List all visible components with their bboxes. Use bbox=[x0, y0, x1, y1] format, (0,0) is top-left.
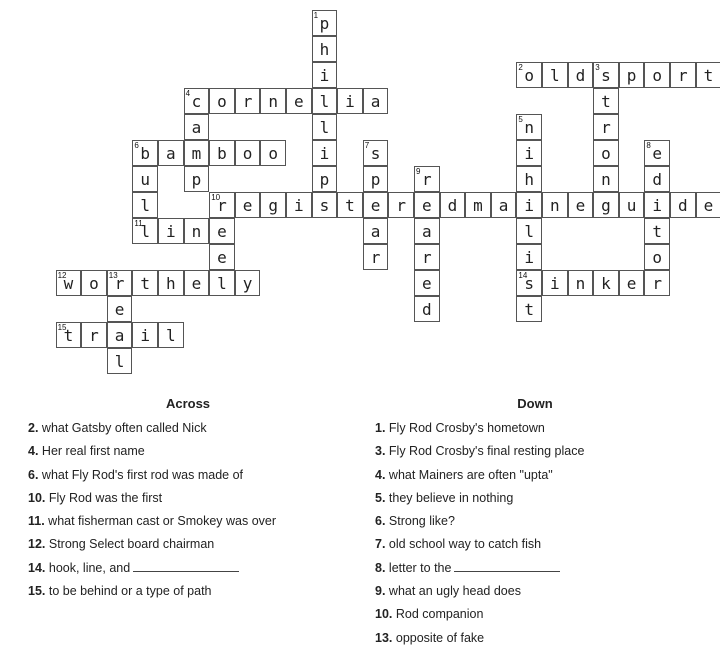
cell-letter: e bbox=[217, 222, 227, 241]
clue-number: 4 bbox=[185, 89, 191, 98]
cell-letter: i bbox=[319, 66, 330, 85]
cell-letter: i bbox=[140, 326, 150, 345]
clue-number-label: 14. bbox=[28, 560, 46, 575]
grid-cell[interactable] bbox=[619, 270, 645, 296]
cell-letter: i bbox=[165, 222, 176, 241]
clue-number-label: 8. bbox=[375, 560, 386, 575]
cell-letter: h bbox=[524, 170, 534, 189]
grid-cell[interactable] bbox=[568, 192, 594, 218]
grid-cell[interactable] bbox=[312, 10, 338, 36]
clue-text: what Fly Rod's first rod was made of bbox=[41, 467, 243, 482]
grid-cell[interactable] bbox=[312, 192, 338, 218]
grid-cell[interactable] bbox=[184, 166, 210, 192]
grid-cell[interactable] bbox=[644, 140, 670, 166]
down-clue bbox=[375, 533, 695, 556]
cell-letter: o bbox=[268, 144, 278, 163]
cell-letter: r bbox=[421, 170, 432, 189]
clue-text: what Gatsby often called Nick bbox=[41, 421, 207, 435]
clue-number: 8 bbox=[646, 141, 651, 150]
grid-cell[interactable] bbox=[312, 88, 338, 114]
cell-letter: e bbox=[421, 274, 432, 293]
clue-number: 14 bbox=[518, 271, 528, 280]
grid-cell[interactable] bbox=[209, 244, 235, 270]
clue-text: Rod companion bbox=[395, 607, 484, 622]
grid-cell[interactable] bbox=[670, 62, 696, 88]
grid-cell[interactable] bbox=[593, 192, 619, 218]
grid-cell[interactable] bbox=[132, 166, 158, 192]
down-clues bbox=[375, 396, 695, 650]
grid-cell[interactable] bbox=[440, 192, 466, 218]
cell-letter: t bbox=[524, 300, 534, 319]
clue-number-label: 7. bbox=[375, 537, 386, 552]
grid-cell[interactable] bbox=[158, 322, 184, 348]
clue-number: 9 bbox=[416, 167, 421, 176]
clue-number-label: 9. bbox=[375, 584, 386, 599]
cell-letter: e bbox=[114, 300, 125, 319]
cell-letter: r bbox=[601, 118, 611, 137]
grid-cell[interactable] bbox=[516, 62, 542, 88]
grid-cell[interactable] bbox=[644, 192, 670, 218]
cell-letter: e bbox=[626, 274, 637, 293]
cell-letter: i bbox=[524, 248, 534, 267]
clue-text: Fly Rod Crosby's final resting place bbox=[388, 444, 585, 459]
cell-letter: r bbox=[242, 92, 253, 111]
grid-cell[interactable] bbox=[516, 270, 542, 296]
grid-cell[interactable] bbox=[81, 322, 107, 348]
grid-cell[interactable] bbox=[516, 166, 542, 192]
cell-letter: t bbox=[345, 196, 355, 215]
cell-letter: o bbox=[652, 66, 662, 85]
cell-letter: e bbox=[191, 274, 202, 293]
cell-letter: a bbox=[114, 326, 125, 345]
grid-cell[interactable] bbox=[337, 88, 363, 114]
cell-letter: l bbox=[165, 326, 176, 345]
cell-letter: e bbox=[217, 248, 227, 267]
clue-text: what an ugly head does bbox=[388, 584, 521, 599]
cell-letter: n bbox=[268, 92, 278, 111]
clue-number: 5 bbox=[518, 115, 523, 124]
cell-letter: s bbox=[601, 66, 611, 85]
grid-cell[interactable] bbox=[184, 218, 210, 244]
clue-text: they believe in nothing bbox=[388, 490, 514, 505]
grid-cell[interactable] bbox=[363, 140, 389, 166]
cell-letter: n bbox=[575, 274, 586, 293]
clue-number-label: 13. bbox=[375, 630, 393, 645]
grid-cell[interactable] bbox=[312, 114, 338, 140]
across-heading: Across bbox=[165, 396, 211, 411]
cell-letter: o bbox=[242, 144, 253, 163]
clue-number-label: 2. bbox=[28, 421, 39, 435]
cell-letter: o bbox=[524, 66, 534, 85]
cell-letter: l bbox=[549, 66, 560, 85]
cell-letter: u bbox=[140, 170, 150, 189]
clue-number-label: 5. bbox=[375, 490, 386, 505]
across-clue bbox=[28, 487, 348, 510]
clue-text: what Mainers are often "upta" bbox=[388, 467, 553, 482]
clue-number: 13 bbox=[108, 271, 118, 280]
grid-cell[interactable] bbox=[209, 88, 235, 114]
grid-cell[interactable] bbox=[158, 140, 184, 166]
grid-cell[interactable] bbox=[516, 140, 542, 166]
cell-letter: e bbox=[421, 196, 432, 215]
cell-letter: p bbox=[191, 170, 202, 189]
grid-cell[interactable] bbox=[414, 192, 440, 218]
cell-letter: o bbox=[89, 274, 99, 293]
grid-cell[interactable] bbox=[696, 62, 720, 88]
clue-number: 3 bbox=[595, 63, 600, 72]
grid-cell[interactable] bbox=[542, 270, 568, 296]
cell-letter: a bbox=[165, 144, 176, 163]
grid-cell[interactable] bbox=[260, 192, 286, 218]
clue-number-label: 6. bbox=[28, 467, 39, 482]
across-clue bbox=[28, 464, 348, 487]
clue-number: 12 bbox=[57, 271, 67, 280]
down-clue bbox=[375, 557, 695, 580]
grid-cell[interactable] bbox=[568, 270, 594, 296]
cell-letter: t bbox=[601, 92, 611, 111]
grid-cell[interactable] bbox=[235, 192, 261, 218]
grid-cell[interactable] bbox=[568, 62, 594, 88]
down-heading: Down bbox=[517, 396, 553, 411]
across-clue bbox=[28, 440, 348, 463]
grid-cell[interactable] bbox=[542, 62, 568, 88]
down-clue bbox=[375, 510, 695, 533]
clue-number: 7 bbox=[364, 141, 370, 150]
cell-letter: l bbox=[217, 274, 227, 293]
cell-letter: n bbox=[549, 196, 560, 215]
cell-letter: r bbox=[421, 248, 432, 267]
grid-cell[interactable] bbox=[184, 140, 210, 166]
grid-cell[interactable] bbox=[312, 62, 338, 88]
grid-cell[interactable] bbox=[184, 114, 210, 140]
cell-letter: s bbox=[370, 144, 381, 163]
cell-letter: a bbox=[370, 222, 381, 241]
grid-cell[interactable] bbox=[644, 218, 670, 244]
grid-cell[interactable] bbox=[312, 166, 338, 192]
grid-cell[interactable] bbox=[184, 270, 210, 296]
grid-cell[interactable] bbox=[414, 166, 440, 192]
clue-number: 2 bbox=[518, 63, 523, 72]
clue-text: Fly Rod Crosby's hometown bbox=[388, 421, 545, 435]
cell-letter: r bbox=[217, 196, 227, 215]
across-clues bbox=[28, 396, 348, 603]
grid-cell[interactable] bbox=[542, 192, 568, 218]
grid-cell[interactable] bbox=[56, 322, 82, 348]
cell-letter: o bbox=[652, 248, 662, 267]
cell-letter: h bbox=[165, 274, 176, 293]
grid-cell[interactable] bbox=[414, 296, 440, 322]
clue-text: opposite of fake bbox=[395, 630, 485, 645]
grid-cell[interactable] bbox=[414, 244, 440, 270]
grid-cell[interactable] bbox=[644, 62, 670, 88]
cell-letter: r bbox=[114, 274, 125, 293]
clue-text: Strong like? bbox=[388, 514, 455, 529]
grid-cell[interactable] bbox=[465, 192, 491, 218]
grid-cell[interactable] bbox=[107, 270, 133, 296]
grid-cell[interactable] bbox=[209, 192, 235, 218]
down-clue bbox=[375, 440, 695, 463]
cell-letter: g bbox=[601, 196, 611, 215]
cell-letter: g bbox=[268, 196, 278, 215]
grid-cell[interactable] bbox=[235, 88, 261, 114]
cell-letter: a bbox=[191, 118, 202, 137]
grid-cell[interactable] bbox=[158, 270, 184, 296]
clue-text: to be behind or a type of path bbox=[48, 584, 212, 599]
down-clue-list bbox=[375, 417, 695, 650]
cell-letter: d bbox=[677, 196, 688, 215]
cell-letter: i bbox=[345, 92, 355, 111]
grid-cell[interactable] bbox=[644, 244, 670, 270]
grid-cell[interactable] bbox=[235, 270, 261, 296]
grid-cell[interactable] bbox=[132, 140, 158, 166]
cell-letter: t bbox=[703, 66, 714, 85]
grid-cell[interactable] bbox=[619, 62, 645, 88]
cell-letter: e bbox=[652, 144, 662, 163]
grid-cell[interactable] bbox=[312, 36, 338, 62]
cell-letter: t bbox=[140, 274, 150, 293]
cell-letter: r bbox=[677, 66, 688, 85]
clue-number-label: 15. bbox=[28, 584, 46, 599]
clue-number-label: 1. bbox=[375, 421, 386, 435]
clue-number: 15 bbox=[57, 323, 67, 332]
grid-cell[interactable] bbox=[516, 218, 542, 244]
grid-cell[interactable] bbox=[516, 244, 542, 270]
clue-text: letter to the bbox=[388, 560, 452, 575]
grid-cell[interactable] bbox=[107, 296, 133, 322]
grid-cell[interactable] bbox=[286, 88, 312, 114]
grid-cell[interactable] bbox=[414, 218, 440, 244]
cell-letter: n bbox=[524, 118, 534, 137]
cell-letter: n bbox=[191, 222, 202, 241]
grid-cell[interactable] bbox=[286, 192, 312, 218]
clue-number-label: 3. bbox=[375, 444, 386, 459]
down-clue bbox=[375, 487, 695, 510]
grid-cell[interactable] bbox=[107, 348, 133, 374]
grid-cell[interactable] bbox=[670, 192, 696, 218]
grid-cell[interactable] bbox=[516, 114, 542, 140]
cell-letter: m bbox=[191, 144, 202, 163]
grid-cell[interactable] bbox=[593, 88, 619, 114]
grid-cell[interactable] bbox=[209, 270, 235, 296]
grid-cell[interactable] bbox=[132, 218, 158, 244]
cell-letter: e bbox=[703, 196, 714, 215]
grid-cell[interactable] bbox=[184, 88, 210, 114]
clue-text: Strong Select board chairman bbox=[48, 537, 215, 552]
cell-letter: d bbox=[652, 170, 662, 189]
grid-cell[interactable] bbox=[619, 192, 645, 218]
clue-number: 10 bbox=[211, 193, 221, 202]
grid-cell[interactable] bbox=[593, 166, 619, 192]
clue-text: what fisherman cast or Smokey was over bbox=[48, 514, 277, 529]
across-clue bbox=[28, 533, 348, 556]
across-clue bbox=[28, 557, 348, 580]
cell-letter: a bbox=[421, 222, 432, 241]
grid-cell[interactable] bbox=[337, 192, 363, 218]
cell-letter: s bbox=[319, 196, 330, 215]
clue-number-label: 4. bbox=[375, 467, 386, 482]
cell-letter: r bbox=[89, 326, 99, 345]
down-clue bbox=[375, 464, 695, 487]
cell-letter: p bbox=[319, 14, 330, 33]
grid-cell[interactable] bbox=[56, 270, 82, 296]
grid-cell[interactable] bbox=[644, 270, 670, 296]
clue-text: hook, line, and bbox=[48, 560, 131, 575]
grid-cell[interactable] bbox=[388, 192, 414, 218]
grid-cell[interactable] bbox=[593, 270, 619, 296]
cell-letter: u bbox=[626, 196, 637, 215]
grid-cell[interactable] bbox=[414, 270, 440, 296]
cell-letter: i bbox=[549, 274, 560, 293]
cell-letter: l bbox=[319, 92, 330, 111]
clue-number-label: 11. bbox=[28, 514, 45, 529]
cell-letter: i bbox=[524, 144, 534, 163]
grid-cell[interactable] bbox=[363, 166, 389, 192]
across-clue-list bbox=[28, 417, 348, 603]
cell-letter: l bbox=[114, 352, 125, 371]
grid-cell[interactable] bbox=[260, 88, 286, 114]
down-clue bbox=[375, 603, 695, 626]
grid-cell[interactable] bbox=[363, 192, 389, 218]
clue-number: 11 bbox=[134, 219, 143, 228]
cell-letter: r bbox=[396, 196, 406, 215]
clue-number-label: 10. bbox=[375, 607, 393, 622]
grid-cell[interactable] bbox=[363, 244, 389, 270]
grid-cell[interactable] bbox=[107, 322, 133, 348]
cell-letter: o bbox=[217, 92, 227, 111]
cell-letter: e bbox=[242, 196, 253, 215]
cell-letter: e bbox=[575, 196, 586, 215]
grid-cell[interactable] bbox=[516, 296, 542, 322]
clue-number: 6 bbox=[134, 141, 139, 150]
cell-letter: o bbox=[601, 144, 611, 163]
cell-letter: b bbox=[140, 144, 150, 163]
cell-letter: n bbox=[601, 170, 611, 189]
grid-cell[interactable] bbox=[593, 140, 619, 166]
cell-letter: y bbox=[242, 274, 253, 293]
cell-letter: b bbox=[217, 144, 227, 163]
cell-letter: a bbox=[370, 92, 381, 111]
across-clue bbox=[28, 580, 348, 603]
cell-letter: d bbox=[421, 300, 432, 319]
cell-letter: i bbox=[652, 196, 662, 215]
clue-number-label: 10. bbox=[28, 490, 46, 505]
cell-letter: t bbox=[652, 222, 662, 241]
cell-letter: m bbox=[473, 196, 483, 215]
cell-letter: i bbox=[319, 144, 330, 163]
clue-number-label: 6. bbox=[375, 514, 386, 529]
grid-cell[interactable] bbox=[235, 140, 261, 166]
grid-cell[interactable] bbox=[593, 114, 619, 140]
cell-letter: i bbox=[293, 196, 304, 215]
cell-letter: h bbox=[319, 40, 330, 59]
grid-cell[interactable] bbox=[491, 192, 517, 218]
clue-text: Fly Rod was the first bbox=[48, 490, 163, 505]
grid-cell[interactable] bbox=[132, 322, 158, 348]
down-clue bbox=[375, 627, 695, 650]
grid-cell[interactable] bbox=[516, 192, 542, 218]
cell-letter: p bbox=[626, 66, 637, 85]
grid-cell[interactable] bbox=[209, 218, 235, 244]
cell-letter: e bbox=[370, 196, 381, 215]
grid-cell[interactable] bbox=[644, 166, 670, 192]
grid-cell[interactable] bbox=[312, 140, 338, 166]
grid-cell[interactable] bbox=[260, 140, 286, 166]
cell-letter: p bbox=[370, 170, 381, 189]
cell-letter: d bbox=[447, 196, 458, 215]
grid-cell[interactable] bbox=[81, 270, 107, 296]
grid-cell[interactable] bbox=[363, 218, 389, 244]
cell-letter: r bbox=[370, 248, 381, 267]
cell-letter: t bbox=[63, 326, 74, 345]
cell-letter: l bbox=[524, 222, 534, 241]
cell-letter: d bbox=[575, 66, 586, 85]
down-clue bbox=[375, 417, 695, 440]
cell-letter: s bbox=[524, 274, 534, 293]
clue-text: Her real first name bbox=[41, 444, 145, 459]
cell-letter: i bbox=[524, 196, 534, 215]
down-clue bbox=[375, 580, 695, 603]
cell-letter: p bbox=[319, 170, 330, 189]
cell-letter: a bbox=[498, 196, 509, 215]
across-clue bbox=[28, 417, 348, 440]
cell-letter: r bbox=[652, 274, 662, 293]
answer-blank bbox=[133, 561, 239, 572]
clue-text: old school way to catch fish bbox=[388, 537, 542, 552]
clue-number-label: 4. bbox=[28, 444, 39, 459]
clue-number-label: 12. bbox=[28, 537, 46, 552]
answer-blank bbox=[454, 561, 560, 572]
grid-cell[interactable] bbox=[696, 192, 720, 218]
grid-cell[interactable] bbox=[363, 88, 389, 114]
cell-letter: l bbox=[319, 118, 330, 137]
cell-letter: k bbox=[601, 274, 611, 293]
clue-number: 1 bbox=[313, 11, 319, 20]
across-clue bbox=[28, 510, 348, 533]
cell-letter: l bbox=[140, 222, 150, 241]
grid-cell[interactable] bbox=[132, 270, 158, 296]
cell-letter: l bbox=[140, 196, 150, 215]
cell-letter: e bbox=[293, 92, 304, 111]
cell-letter: c bbox=[191, 92, 202, 111]
cell-letter: w bbox=[63, 274, 74, 293]
grid-cell[interactable] bbox=[209, 140, 235, 166]
grid-cell[interactable] bbox=[158, 218, 184, 244]
grid-cell[interactable] bbox=[132, 192, 158, 218]
grid-cell[interactable] bbox=[593, 62, 619, 88]
